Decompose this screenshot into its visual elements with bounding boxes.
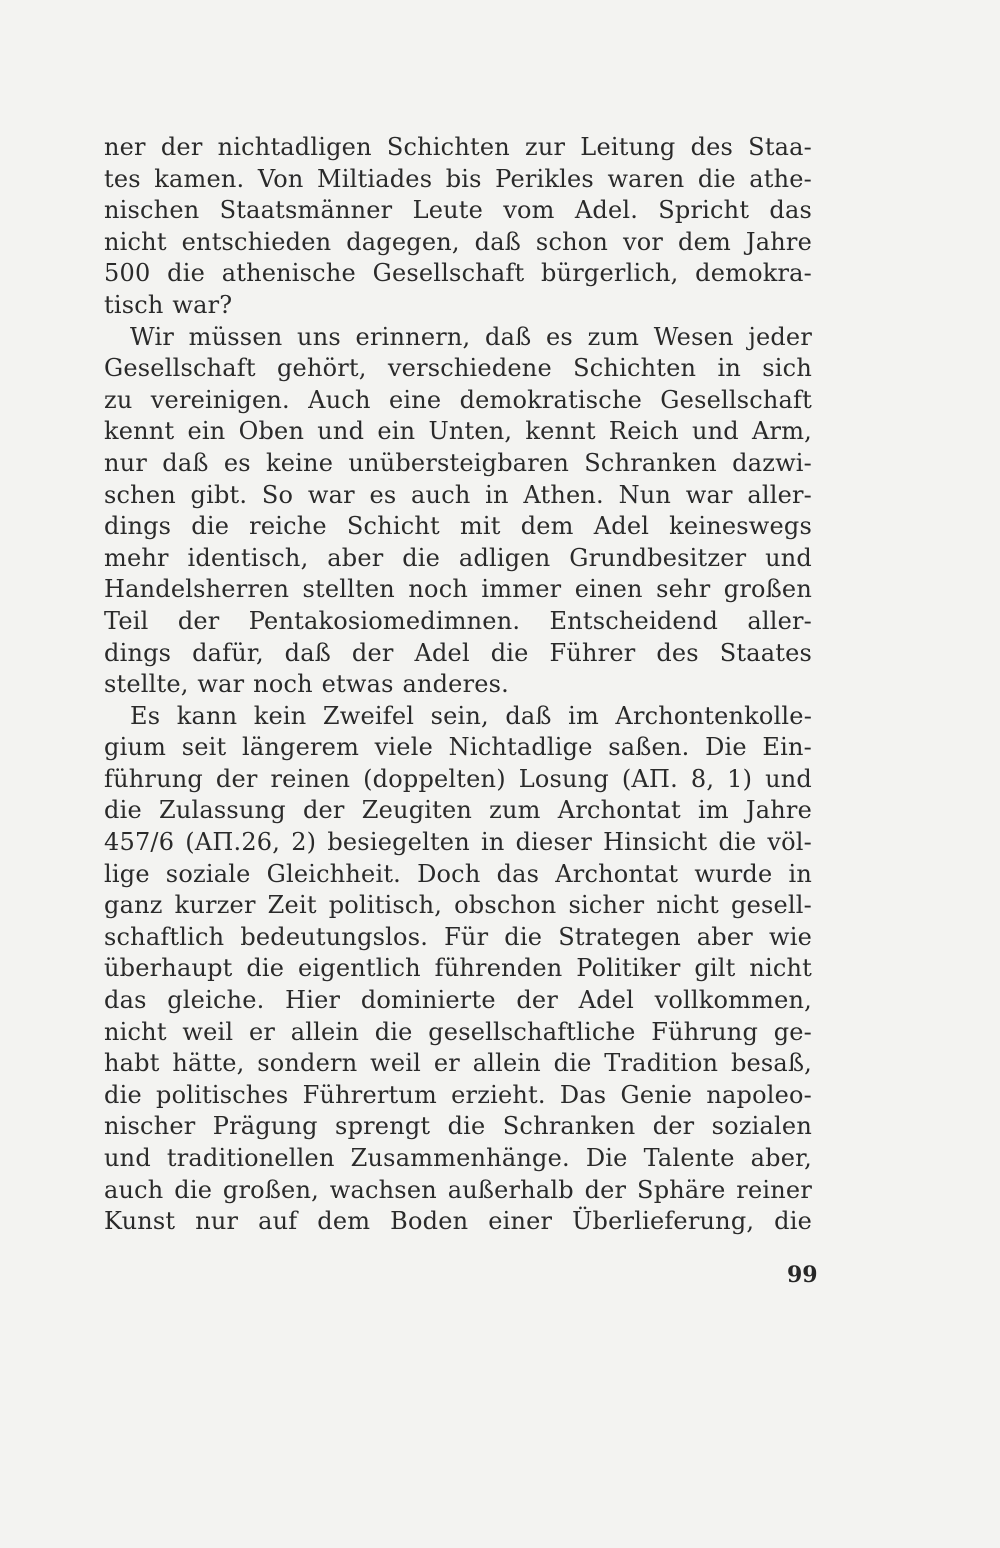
text-line: 457/6 (AΠ.26, 2) besiegelten in dieser Hinsicht die völ- (104, 828, 812, 857)
text-line: dings die reiche Schicht mit dem Adel keineswegs (104, 512, 812, 541)
text-line: nicht weil er allein die gesellschaftliche Führung ge- (104, 1017, 812, 1046)
text-line: Es kann kein Zweifel sein, daß im Archontenkolle- (130, 701, 812, 730)
text-line: nischen Staatsmänner Leute vom Adel. Spricht das (104, 196, 812, 225)
text-line: schen gibt. So war es auch in Athen. Nun war aller- (104, 480, 812, 509)
text-line: dings dafür, daß der Adel die Führer des Staates (104, 638, 812, 667)
page-number: 99 (787, 1262, 818, 1288)
text-line: die Zulassung der Zeugiten zum Archontat im Jahre (104, 796, 812, 825)
text-line: die politisches Führertum erzieht. Das Genie napoleo- (104, 1080, 812, 1109)
text-line: Wir müssen uns erinnern, daß es zum Wesen jeder (130, 322, 812, 351)
text-line: habt hätte, sondern weil er allein die Tradition besaß, (104, 1049, 812, 1078)
text-line: das gleiche. Hier dominierte der Adel vollkommen, (104, 986, 812, 1015)
text-line: und traditionellen Zusammenhänge. Die Talente aber, (104, 1144, 812, 1172)
text-line: 500 die athenische Gesellschaft bürgerlich, demokra- (104, 259, 812, 288)
text-line: Handelsherren stellten noch immer einen sehr großen (104, 575, 812, 604)
text-line: nicht entschieden dagegen, daß schon vor dem Jahre (104, 227, 812, 256)
text-line: zu vereinigen. Auch eine demokratische Gesellschaft (104, 385, 812, 414)
text-line: ganz kurzer Zeit politisch, obschon sicher nicht gesell- (104, 891, 812, 920)
text-line: auch die großen, wachsen außerhalb der Sphäre reiner (104, 1175, 812, 1204)
text-line: gium seit längerem viele Nichtadlige saßen. Die Ein- (104, 733, 812, 762)
text-line: führung der reinen (doppelten) Losung (AΠ. 8, 1) und (104, 764, 812, 793)
text-line: tisch war? (104, 290, 233, 319)
text-line: Gesellschaft gehört, verschiedene Schichten in sich (104, 354, 812, 383)
text-line: Kunst nur auf dem Boden einer Überlieferung, die (104, 1207, 812, 1236)
text-line: Teil der Pentakosiomedimnen. Entscheidend aller- (104, 606, 812, 635)
text-line: schaftlich bedeutungslos. Für die Strategen aber wie (104, 922, 812, 951)
text-line: ner der nichtadligen Schichten zur Leitung des Staa- (104, 133, 812, 161)
text-line: mehr identisch, aber die adligen Grundbesitzer und (104, 543, 812, 572)
text-line: überhaupt die eigentlich führenden Politiker gilt nicht (104, 954, 812, 983)
text-line: nischer Prägung sprengt die Schranken der sozialen (104, 1112, 812, 1141)
text-line: stellte, war noch etwas anderes. (104, 670, 510, 699)
text-line: lige soziale Gleichheit. Doch das Archontat wurde in (104, 859, 812, 888)
text-line: nur daß es keine unübersteigbaren Schranken dazwi- (104, 448, 812, 477)
body-text (104, 132, 812, 1238)
text-line: kennt ein Oben und ein Unten, kennt Reich und Arm, (104, 417, 812, 446)
text-line: tes kamen. Von Miltiades bis Perikles waren die athe- (104, 164, 812, 193)
